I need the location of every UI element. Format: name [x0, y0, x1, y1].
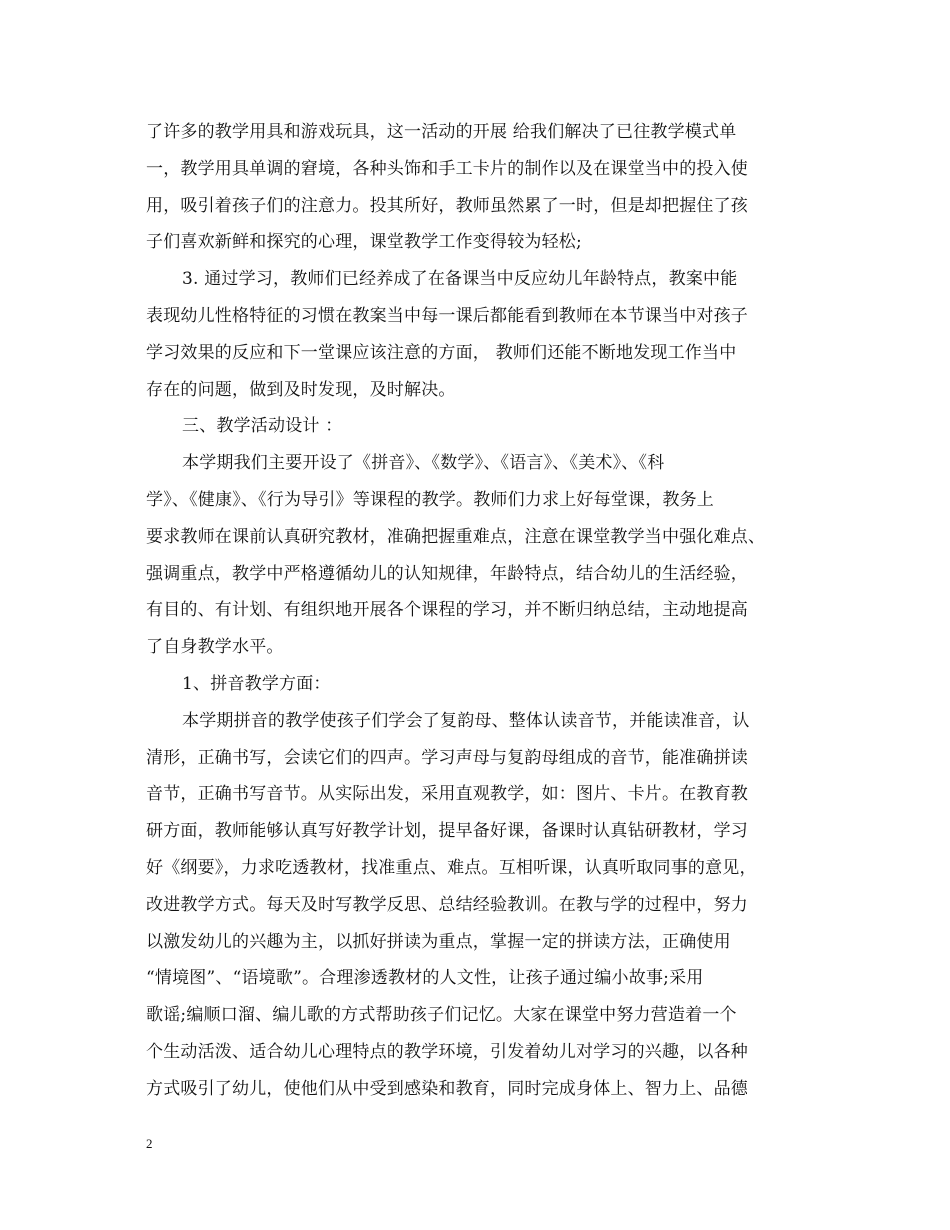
- text-line: 个生动活泼、适合幼儿心理特点的教学环境，引发着幼儿对学习的兴趣，以各种: [146, 1041, 748, 1062]
- text-line: 音节，正确书写音节。从实际出发，采用直观教学，如：图片、卡片。在教育教: [146, 784, 748, 805]
- text-line: 学习效果的反应和下一堂课应该注意的方面， 教师们还能不断地发现工作当中: [146, 342, 737, 363]
- text-line: 本学期拼音的教学使孩子们学会了复韵母、整体认读音节，并能读准音，认: [182, 710, 750, 731]
- text-line: 3. 通过学习，教师们已经养成了在备课当中反应幼儿年龄特点，教案中能: [182, 269, 738, 290]
- text-line: 用，吸引着孩子们的注意力。投其所好，教师虽然累了一时，但是却把握住了孩: [146, 195, 748, 216]
- text-line: 了许多的教学用具和游戏玩具，这一活动的开展 给我们解决了已往教学模式单: [146, 122, 737, 142]
- text-line: 方式吸引了幼儿，使他们从中受到感染和教育，同时完成身体上、智力上、品德: [146, 1078, 748, 1099]
- body-text: [146, 114, 811, 1108]
- text-line: 改进教学方式。每天及时写教学反思、总结经验教训。在教与学的过程中，努力: [146, 894, 748, 915]
- text-line: 存在的问题，做到及时发现，及时解决。: [146, 379, 456, 400]
- text-line: 表现幼儿性格特征的习惯在教案当中每一课后都能看到教师在本节课当中对孩子: [146, 305, 748, 326]
- text-line: 研方面，教师能够认真写好教学计划，提早备好课，备课时认真钻研教材，学习: [146, 821, 748, 842]
- text-line: 子们喜欢新鲜和探究的心理，课堂教学工作变得较为轻松;: [146, 232, 582, 253]
- text-line: 一，教学用具单调的窘境，各种头饰和手工卡片的制作以及在课堂当中的投入使: [146, 158, 748, 179]
- text-line: 有目的、有计划、有组织地开展各个课程的学习，并不断归纳总结，主动地提高: [146, 600, 748, 621]
- text-line: 清形，正确书写，会读它们的四声。学习声母与复韵母组成的音节，能准确拼读: [146, 747, 748, 768]
- page-number: 2: [146, 1136, 153, 1151]
- text-line: 本学期我们主要开设了《拼音》、《数学》、《语言》、《美术》、《科: [182, 453, 665, 474]
- text-line: 强调重点，教学中严格遵循幼儿的认知规律，年龄特点，结合幼儿的生活经验，: [146, 563, 748, 584]
- subsection-heading: 1、拼音教学方面：: [182, 673, 331, 694]
- text-line: 歌谣;编顺口溜、编儿歌的方式帮助孩子们记忆。大家在课堂中努力营造着一个: [146, 1005, 737, 1026]
- text-line: 了自身教学水平。: [146, 637, 284, 658]
- text-line: 要求教师在课前认真研究教材，准确把握重难点，注意在课堂教学当中强化难点、: [146, 526, 766, 547]
- text-line: 好《纲要》，力求吃透教材，找准重点、难点。互相听课，认真听取同事的意见，: [146, 857, 757, 878]
- text-line: “情境图”、“语境歌”。合理渗透教材的人文性，让孩子通过编小故事;采用: [146, 968, 704, 989]
- text-line: 以激发幼儿的兴趣为主，以抓好拼读为重点，掌握一定的拼读方法，正确使用: [146, 931, 731, 952]
- section-heading: 三、教学活动设计 ：: [182, 416, 343, 437]
- text-line: 学》、《健康》、《行为导引》等课程的教学。教师们力求上好每堂课，教务上: [146, 489, 714, 510]
